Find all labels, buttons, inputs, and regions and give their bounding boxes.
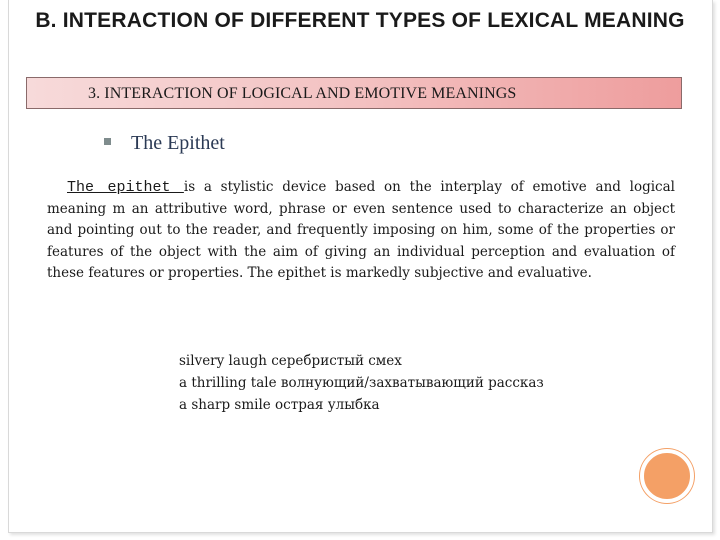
definition-body: is a stylistic device based on the interplay of emotive and logical meaning m an attributive word, phrase or even sentence used to characterize an object and pointing out to the reader, and frequently imposing on him, some of the properties or features of the object with the aim of giving an individual perception and evaluation of these features or properties. The epithet is markedly subjective and evaluative. <box>47 179 675 281</box>
example-item: a thrilling tale волнующий/захватывающий рассказ <box>179 375 544 391</box>
square-bullet-icon <box>104 138 111 145</box>
example-item: a sharp smile острая улыбка <box>179 397 380 413</box>
section-heading: 3. INTERACTION OF LOGICAL AND EMOTIVE MEANINGS <box>88 85 517 102</box>
defined-term: The epithet <box>67 179 184 196</box>
bullet-item: The Epithet <box>131 132 225 154</box>
definition-paragraph <box>47 177 675 285</box>
examples-list <box>179 350 544 416</box>
example-item: silvery laugh серебристый смех <box>179 353 402 369</box>
slide-title: B. INTERACTION OF DIFFERENT TYPES OF LEXICAL MEANING <box>35 9 685 32</box>
decorative-circle <box>640 449 694 503</box>
